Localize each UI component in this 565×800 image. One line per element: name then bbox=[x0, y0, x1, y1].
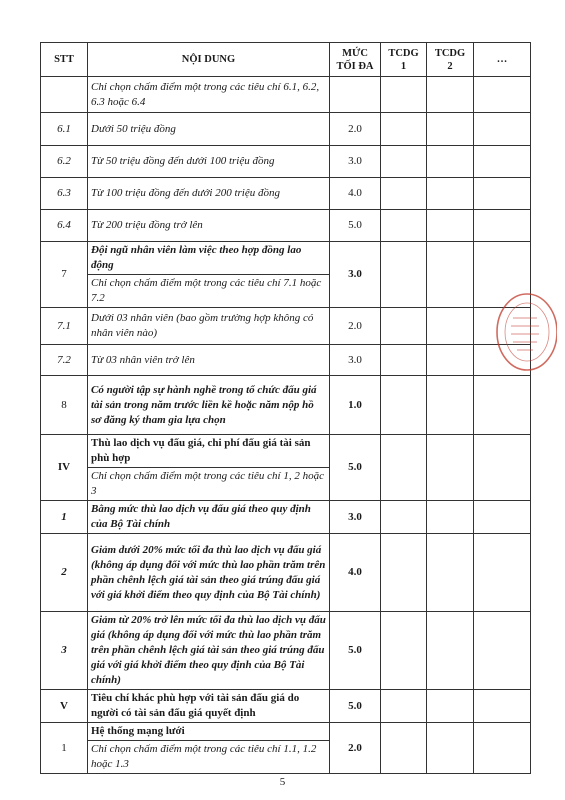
row-tcdg-2 bbox=[427, 345, 474, 376]
row-max-score: 5.0 bbox=[330, 435, 381, 501]
row-tcdg-2 bbox=[427, 146, 474, 178]
row-max-score: 3.0 bbox=[330, 146, 381, 178]
row-max-score: 3.0 bbox=[330, 501, 381, 534]
row-tcdg-1 bbox=[381, 435, 427, 501]
header-tcdg2-line2: 2 bbox=[447, 60, 453, 72]
row-stt: 6.3 bbox=[41, 178, 88, 210]
row-more bbox=[474, 146, 531, 178]
row-max-score: 4.0 bbox=[330, 534, 381, 612]
row-tcdg-2 bbox=[427, 210, 474, 242]
row-content-sub: Chỉ chọn chấm điểm một trong các tiêu chí 1.1, 1.2 hoặc 1.3 bbox=[88, 740, 329, 772]
table-row bbox=[41, 178, 531, 210]
row-tcdg-2 bbox=[427, 534, 474, 612]
header-tcdg1-line2: 1 bbox=[400, 60, 407, 72]
row-tcdg-1 bbox=[381, 242, 427, 308]
header-muc-line2: TỐI ĐA bbox=[336, 60, 374, 72]
page-number: 5 bbox=[279, 776, 286, 788]
table-row bbox=[41, 242, 531, 308]
row-content: Dưới 03 nhân viên (bao gồm trường hợp không có nhân viên nào) bbox=[88, 308, 330, 345]
row-stt: 1 bbox=[41, 501, 88, 534]
row-stt: 8 bbox=[41, 376, 88, 435]
row-more bbox=[474, 435, 531, 501]
row-stt bbox=[41, 77, 88, 113]
table-row bbox=[41, 534, 531, 612]
header-muc-line1: MỨC bbox=[342, 47, 368, 59]
row-tcdg-2 bbox=[427, 690, 474, 723]
table-row bbox=[41, 690, 531, 723]
row-tcdg-1 bbox=[381, 723, 427, 774]
row-tcdg-1 bbox=[381, 210, 427, 242]
row-content: Dưới 50 triệu đồng bbox=[88, 113, 330, 146]
row-content bbox=[88, 723, 330, 774]
row-stt: 7 bbox=[41, 242, 88, 308]
row-tcdg-2 bbox=[427, 242, 474, 308]
table-row bbox=[41, 146, 531, 178]
row-more bbox=[474, 534, 531, 612]
row-tcdg-1 bbox=[381, 501, 427, 534]
table-row bbox=[41, 376, 531, 435]
row-tcdg-1 bbox=[381, 345, 427, 376]
row-tcdg-2 bbox=[427, 77, 474, 113]
row-tcdg-2 bbox=[427, 308, 474, 345]
row-content: Từ 03 nhân viên trở lên bbox=[88, 345, 330, 376]
row-content: Từ 100 triệu đồng đến dưới 200 triệu đồng bbox=[88, 178, 330, 210]
header-tcdg2-line1: TCDG bbox=[434, 47, 466, 59]
row-max-score: 2.0 bbox=[330, 113, 381, 146]
header-muc-toi-da bbox=[330, 43, 381, 77]
row-tcdg-2 bbox=[427, 113, 474, 146]
row-content: Giảm từ 20% trở lên mức tối đa thù lao dịch vụ đấu giá (không áp dụng đối với mức thù lao phần trăm trên phần chênh lệch giá tài sản theo giá trúng đấu giá với giá khởi điểm theo quy định của Bộ Tài chính) bbox=[88, 612, 330, 690]
row-content: Tiêu chí khác phù hợp với tài sản đấu giá do người có tài sản đấu giá quyết định bbox=[88, 690, 330, 723]
row-max-score: 3.0 bbox=[330, 345, 381, 376]
table-row bbox=[41, 345, 531, 376]
row-tcdg-1 bbox=[381, 690, 427, 723]
row-content-main: Thù lao dịch vụ đấu giá, chi phí đấu giá tài sản phù hợp bbox=[91, 437, 311, 464]
row-content bbox=[88, 435, 330, 501]
row-more bbox=[474, 77, 531, 113]
row-max-score: 2.0 bbox=[330, 723, 381, 774]
row-tcdg-1 bbox=[381, 113, 427, 146]
row-tcdg-2 bbox=[427, 501, 474, 534]
row-tcdg-1 bbox=[381, 146, 427, 178]
header-noi-dung: NỘI DUNG bbox=[88, 43, 330, 77]
row-more bbox=[474, 690, 531, 723]
row-content-sub: Chỉ chọn chấm điểm một trong các tiêu chí 1, 2 hoặc 3 bbox=[88, 467, 329, 499]
row-more bbox=[474, 501, 531, 534]
table-row bbox=[41, 612, 531, 690]
row-content-main: Hệ thống mạng lưới bbox=[91, 725, 185, 737]
row-content: Từ 50 triệu đồng đến dưới 100 triệu đồng bbox=[88, 146, 330, 178]
row-more bbox=[474, 113, 531, 146]
row-more bbox=[474, 210, 531, 242]
row-max-score: 2.0 bbox=[330, 308, 381, 345]
official-seal-stamp bbox=[493, 290, 557, 374]
row-tcdg-1 bbox=[381, 77, 427, 113]
row-content bbox=[88, 242, 330, 308]
row-tcdg-2 bbox=[427, 376, 474, 435]
header-tcdg1-line1: TCDG bbox=[388, 47, 419, 59]
row-more bbox=[474, 376, 531, 435]
row-max-score: 4.0 bbox=[330, 178, 381, 210]
row-max-score: 5.0 bbox=[330, 612, 381, 690]
row-tcdg-1 bbox=[381, 534, 427, 612]
row-content: Chỉ chọn chấm điểm một trong các tiêu chí 6.1, 6.2, 6.3 hoặc 6.4 bbox=[88, 77, 330, 113]
row-tcdg-1 bbox=[381, 612, 427, 690]
row-content-sub: Chỉ chọn chấm điểm một trong các tiêu chí 7.1 hoặc 7.2 bbox=[88, 274, 329, 306]
row-tcdg-2 bbox=[427, 178, 474, 210]
table-row bbox=[41, 210, 531, 242]
table-header-row bbox=[41, 43, 531, 77]
table-row bbox=[41, 77, 531, 113]
row-tcdg-1 bbox=[381, 178, 427, 210]
row-stt: 7.2 bbox=[41, 345, 88, 376]
row-max-score: 3.0 bbox=[330, 242, 381, 308]
header-tcdg-2 bbox=[427, 43, 474, 77]
row-stt: 7.1 bbox=[41, 308, 88, 345]
row-tcdg-1 bbox=[381, 376, 427, 435]
criteria-table bbox=[40, 42, 531, 774]
row-content: Bằng mức thù lao dịch vụ đấu giá theo quy định của Bộ Tài chính bbox=[88, 501, 330, 534]
row-stt: V bbox=[41, 690, 88, 723]
row-tcdg-1 bbox=[381, 308, 427, 345]
header-tcdg-1 bbox=[381, 43, 427, 77]
row-stt: 6.2 bbox=[41, 146, 88, 178]
table-row bbox=[41, 308, 531, 345]
row-stt: 6.4 bbox=[41, 210, 88, 242]
row-stt: 3 bbox=[41, 612, 88, 690]
table-row bbox=[41, 435, 531, 501]
row-max-score: 1.0 bbox=[330, 376, 381, 435]
row-tcdg-2 bbox=[427, 435, 474, 501]
row-max-score bbox=[330, 77, 381, 113]
row-tcdg-2 bbox=[427, 612, 474, 690]
row-content: Từ 200 triệu đồng trở lên bbox=[88, 210, 330, 242]
row-stt: IV bbox=[41, 435, 88, 501]
table-row bbox=[41, 501, 531, 534]
row-more bbox=[474, 612, 531, 690]
row-content: Có người tập sự hành nghề trong tổ chức đấu giá tài sản trong năm trước liền kề hoặc năm nộp hồ sơ đăng ký tham gia lựa chọn bbox=[88, 376, 330, 435]
row-more bbox=[474, 178, 531, 210]
row-content-main: Đội ngũ nhân viên làm việc theo hợp đồng lao động bbox=[91, 244, 302, 271]
row-stt: 2 bbox=[41, 534, 88, 612]
row-max-score: 5.0 bbox=[330, 690, 381, 723]
row-tcdg-2 bbox=[427, 723, 474, 774]
row-stt: 1 bbox=[41, 723, 88, 774]
row-stt: 6.1 bbox=[41, 113, 88, 146]
row-max-score: 5.0 bbox=[330, 210, 381, 242]
table-row bbox=[41, 723, 531, 774]
row-content: Giảm dưới 20% mức tối đa thù lao dịch vụ đấu giá (không áp dụng đối với mức thù lao phần trăm trên phần chênh lệch giá tài sản theo giá trúng đấu giá với giá khởi điểm theo quy định của Bộ Tài chính) bbox=[88, 534, 330, 612]
header-more: … bbox=[474, 43, 531, 77]
header-stt: STT bbox=[41, 43, 88, 77]
table-row bbox=[41, 113, 531, 146]
row-more bbox=[474, 723, 531, 774]
